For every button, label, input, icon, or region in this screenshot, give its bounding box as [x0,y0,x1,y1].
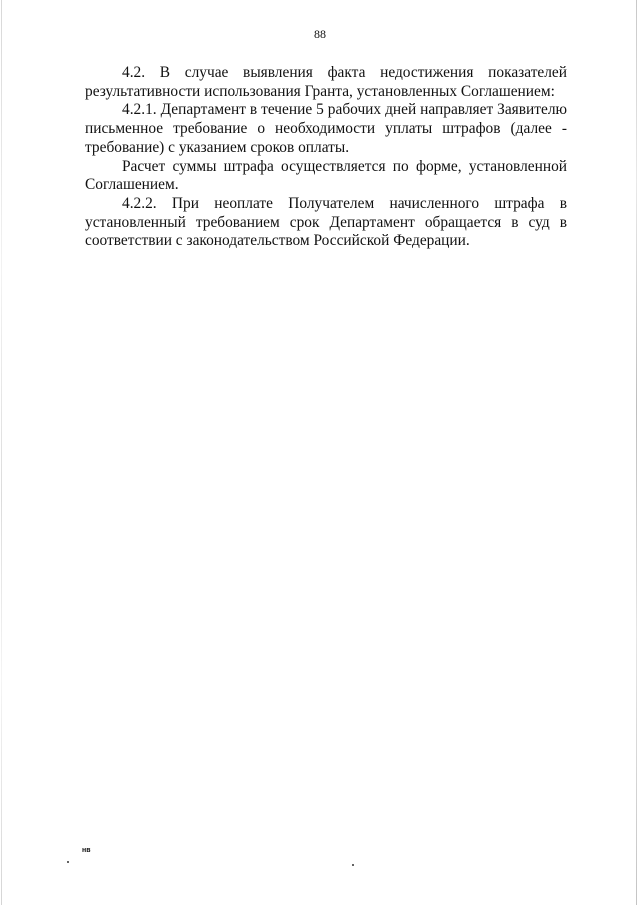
footer-mark: нв [82,847,91,854]
scan-dot [352,864,354,866]
page-number: 88 [314,27,326,41]
scan-edge-left [1,0,2,905]
scan-edge-right [636,0,637,905]
paragraph-4-2-2: 4.2.2. При неоплате Получателем начисленного штрафа в установленный требованием срок Департамент обращается в суд в соответствии с законодательством Российской Федерации. [85,194,567,250]
paragraph-4-2: 4.2. В случае выявления факта недостижения показателей результативности использования Гранта, установленных Соглашением: [85,64,567,100]
paragraph-4-2-1: 4.2.1. Департамент в течение 5 рабочих дней направляет Заявителю письменное требование о необходимости уплаты штрафов (далее - требование) с указанием сроков оплаты. [85,101,567,156]
paragraph-fine-calculation: Расчет суммы штрафа осуществляется по форме, установленной Соглашением. [85,157,567,194]
scan-dot [67,861,69,863]
document-body [85,64,567,251]
